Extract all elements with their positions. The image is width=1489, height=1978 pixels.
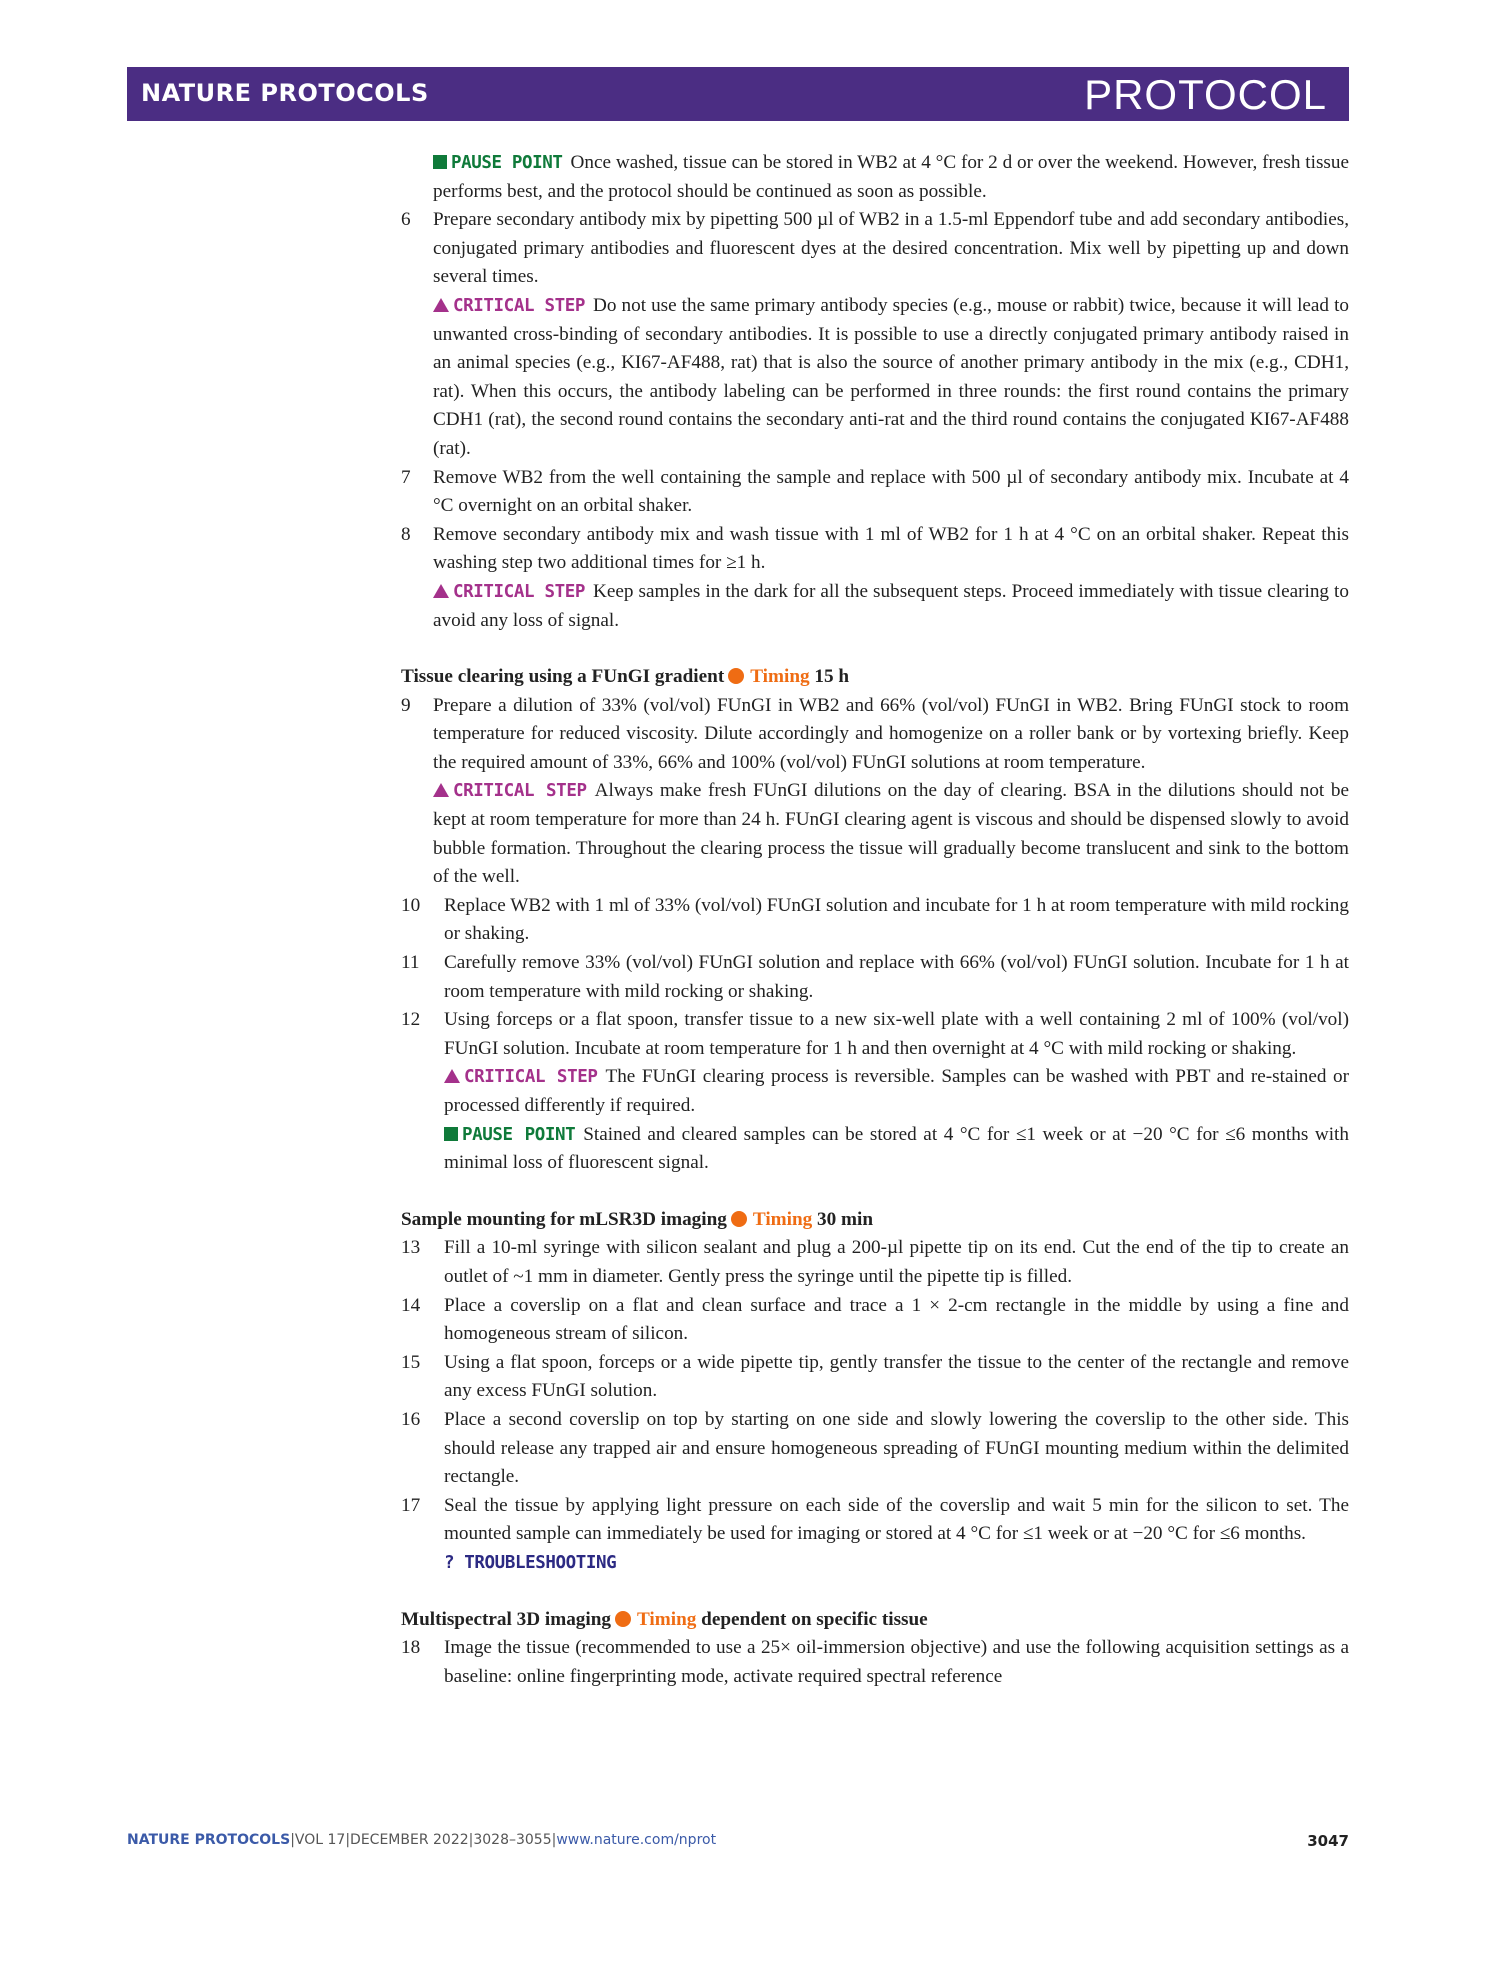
timing-dot-icon — [615, 1611, 631, 1627]
step-7 — [401, 464, 1349, 521]
timing-label: Timing — [750, 666, 810, 688]
step-number: 16 — [401, 1408, 421, 1430]
step-8 — [401, 521, 1349, 578]
step-text: Image the tissue (recommended to use a 25× oil-immersion objective) and use the following acquisition settings as a baseline: online fingerprinting mode, activate required spectral reference — [444, 1637, 1349, 1687]
timing-value: 30 min — [817, 1208, 874, 1230]
step-number: 6 — [401, 209, 411, 231]
critical-step-text: Keep samples in the dark for all the subsequent steps. Proceed immediately with tissue clearing to avoid any loss of signal. — [433, 580, 1349, 631]
step-17 — [401, 1492, 1349, 1549]
timing-value: 15 h — [814, 666, 850, 688]
timing-label: Timing — [636, 1608, 697, 1630]
step-text: Place a second coverslip on top by starting on one side and slowly lowering the coverslip to the other side. This should release any trapped air and ensure homogeneous spreading of FUnGI mounting medium within the delimited rectangle. — [444, 1408, 1349, 1488]
step-10 — [401, 892, 1349, 949]
timing-dot-icon — [731, 1211, 747, 1227]
step-text: Remove secondary antibody mix and wash tissue with 1 ml of WB2 for 1 h at 4 °C on an orbital shaker. Repeat this washing step two additional times for ≥1 h. — [433, 523, 1349, 574]
step-text: Remove WB2 from the well containing the sample and replace with 500 µl of secondary antibody mix. Incubate at 4 °C overnight on an orbital shaker. — [433, 466, 1349, 517]
step-13 — [401, 1234, 1349, 1291]
step-15 — [401, 1349, 1349, 1406]
pause-point-text: Once washed, tissue can be stored in WB2 at 4 °C for 2 d or over the weekend. However, fresh tissue performs best, and the protocol should be continued as soon as possible. — [433, 152, 1350, 202]
footer-journal: NATURE PROTOCOLS — [127, 1832, 291, 1848]
footer-volume: VOL 17 — [294, 1832, 346, 1848]
step-text: Fill a 10-ml syringe with silicon sealant and plug a 200-µl pipette tip on its end. Cut the end of the tip to create an outlet of ~1 mm in diameter. Gently press the syringe until the pipette tip is filled. — [444, 1237, 1349, 1287]
journal-name: NATURE PROTOCOLS — [141, 79, 429, 107]
section-title: Sample mounting for mLSR3D imaging — [401, 1208, 727, 1230]
step-text: Using a flat spoon, forceps or a wide pipette tip, gently transfer the tissue to the center of the rectangle and remove any excess FUnGI solution. — [444, 1351, 1349, 1402]
step-number: 12 — [401, 1009, 421, 1031]
critical-step-label: CRITICAL STEP — [453, 781, 587, 802]
troubleshooting-link[interactable] — [401, 1549, 1349, 1578]
step-number: 11 — [401, 952, 420, 974]
critical-step-note — [401, 1063, 1349, 1120]
critical-step-label: CRITICAL STEP — [453, 581, 586, 602]
critical-step-note — [401, 292, 1349, 464]
footer-date: DECEMBER 2022 — [350, 1832, 469, 1848]
footer-url-link[interactable]: www.nature.com/nprot — [556, 1832, 717, 1848]
critical-step-text: Do not use the same primary antibody species (e.g., mouse or rabbit) twice, because it will lead to unwanted cross-binding of secondary antibodies. It is possible to use a directly conjugated primary antibody raised in an animal species (e.g., KI67-AF488, rat) that is also the source of another primary antibody in the mix (e.g., CDH1, rat). When this occurs, the antibody labeling can be performed in three rounds: the first round contains the primary CDH1 (rat), the second round contains the secondary anti-rat and the third round contains the conjugated KI67-AF488 (rat). — [433, 294, 1349, 459]
step-text: Using forceps or a flat spoon, transfer tissue to a new six-well plate with a well containing 2 ml of 100% (vol/vol) FUnGI solution. Incubate at room temperature for 1 h and then overnight at 4 °C with mild rocking or shaking. — [444, 1009, 1349, 1059]
critical-triangle-icon — [444, 1069, 460, 1083]
critical-triangle-icon — [433, 783, 449, 797]
pause-square-icon — [433, 155, 447, 169]
step-text: Carefully remove 33% (vol/vol) FUnGI solution and replace with 66% (vol/vol) FUnGI solution. Incubate for 1 h at room temperature with mild rocking or shaking. — [444, 952, 1349, 1002]
section-heading-sample-mounting — [401, 1206, 1349, 1235]
pause-point-note — [401, 1121, 1349, 1178]
troubleshooting-label[interactable]: ? TROUBLESHOOTING — [444, 1552, 617, 1573]
page-footer: NATURE PROTOCOLS|VOL 17|DECEMBER 2022|3028–3055|www.nature.com/nprot 3047 — [127, 1832, 1349, 1850]
step-11 — [401, 949, 1349, 1006]
pause-point-note — [401, 149, 1349, 206]
critical-step-note — [401, 777, 1349, 891]
section-title: Multispectral 3D imaging — [401, 1608, 611, 1630]
critical-step-note — [401, 578, 1349, 635]
pause-point-label: PAUSE POINT — [462, 1124, 576, 1145]
timing-dot-icon — [728, 668, 744, 684]
page-header — [127, 67, 1349, 121]
section-heading-tissue-clearing — [401, 663, 1349, 692]
step-14 — [401, 1292, 1349, 1349]
step-text: Prepare secondary antibody mix by pipetting 500 µl of WB2 in a 1.5-ml Eppendorf tube and add secondary antibodies, conjugated primary antibodies and fluorescent dyes at the desired concentration. Mix well by pipetting up and down several times. — [433, 209, 1349, 288]
step-number: 18 — [401, 1637, 421, 1659]
step-number: 8 — [401, 523, 411, 545]
page-number: 3047 — [1307, 1832, 1349, 1850]
step-16 — [401, 1406, 1349, 1492]
step-9 — [401, 692, 1349, 778]
step-number: 7 — [401, 466, 411, 488]
step-number: 17 — [401, 1494, 421, 1516]
step-number: 9 — [401, 694, 411, 716]
step-text: Prepare a dilution of 33% (vol/vol) FUnGI in WB2 and 66% (vol/vol) FUnGI in WB2. Bring FUnGI stock to room temperature for reduced viscosity. Dilute accordingly and homogenize on a roller bank or by vortexing briefly. Keep the required amount of 33%, 66% and 100% (vol/vol) FUnGI solutions at room temperature. — [433, 694, 1349, 773]
step-18 — [401, 1634, 1349, 1691]
step-number: 10 — [401, 894, 421, 916]
step-text: Replace WB2 with 1 ml of 33% (vol/vol) FUnGI solution and incubate for 1 h at room temperature with mild rocking or shaking. — [444, 894, 1349, 945]
timing-label: Timing — [752, 1208, 813, 1230]
section-heading-multispectral-imaging — [401, 1606, 1349, 1635]
pause-point-text: Stained and cleared samples can be stored at 4 °C for ≤1 week or at −20 °C for ≤6 months with minimal loss of fluorescent signal. — [444, 1123, 1349, 1174]
critical-step-text: Always make fresh FUnGI dilutions on the day of clearing. BSA in the dilutions should not be kept at room temperature for more than 24 h. FUnGI clearing agent is viscous and should be dispensed slowly to avoid bubble formation. Throughout the clearing process the tissue will gradually become translucent and sink to the bottom of the well. — [433, 780, 1349, 888]
main-text — [401, 149, 1349, 1691]
step-number: 15 — [401, 1351, 421, 1373]
step-text: Seal the tissue by applying light pressure on each side of the coverslip and wait 5 min for the silicon to set. The mounted sample can immediately be used for imaging or stored at 4 °C for ≤1 week or at −20 °C for ≤6 months. — [444, 1494, 1349, 1545]
critical-step-text: The FUnGI clearing process is reversible. Samples can be washed with PBT and re-stained or processed differently if required. — [444, 1066, 1349, 1116]
critical-step-label: CRITICAL STEP — [464, 1067, 598, 1088]
footer-pages: 3028–3055 — [473, 1832, 552, 1848]
step-number: 13 — [401, 1237, 421, 1259]
critical-triangle-icon — [433, 298, 449, 312]
critical-triangle-icon — [433, 584, 449, 598]
step-12 — [401, 1006, 1349, 1063]
section-title: Tissue clearing using a FUnGI gradient — [401, 666, 725, 688]
step-number: 14 — [401, 1294, 421, 1316]
pause-point-label: PAUSE POINT — [451, 153, 563, 173]
timing-value: dependent on specific tissue — [701, 1608, 928, 1630]
step-text: Place a coverslip on a flat and clean surface and trace a 1 × 2-cm rectangle in the middle by using a fine and homogeneous stream of silicon. — [444, 1294, 1349, 1345]
article-type: PROTOCOL — [1084, 71, 1327, 118]
critical-step-label: CRITICAL STEP — [453, 295, 586, 316]
step-6 — [401, 206, 1349, 292]
pause-square-icon — [444, 1127, 458, 1141]
